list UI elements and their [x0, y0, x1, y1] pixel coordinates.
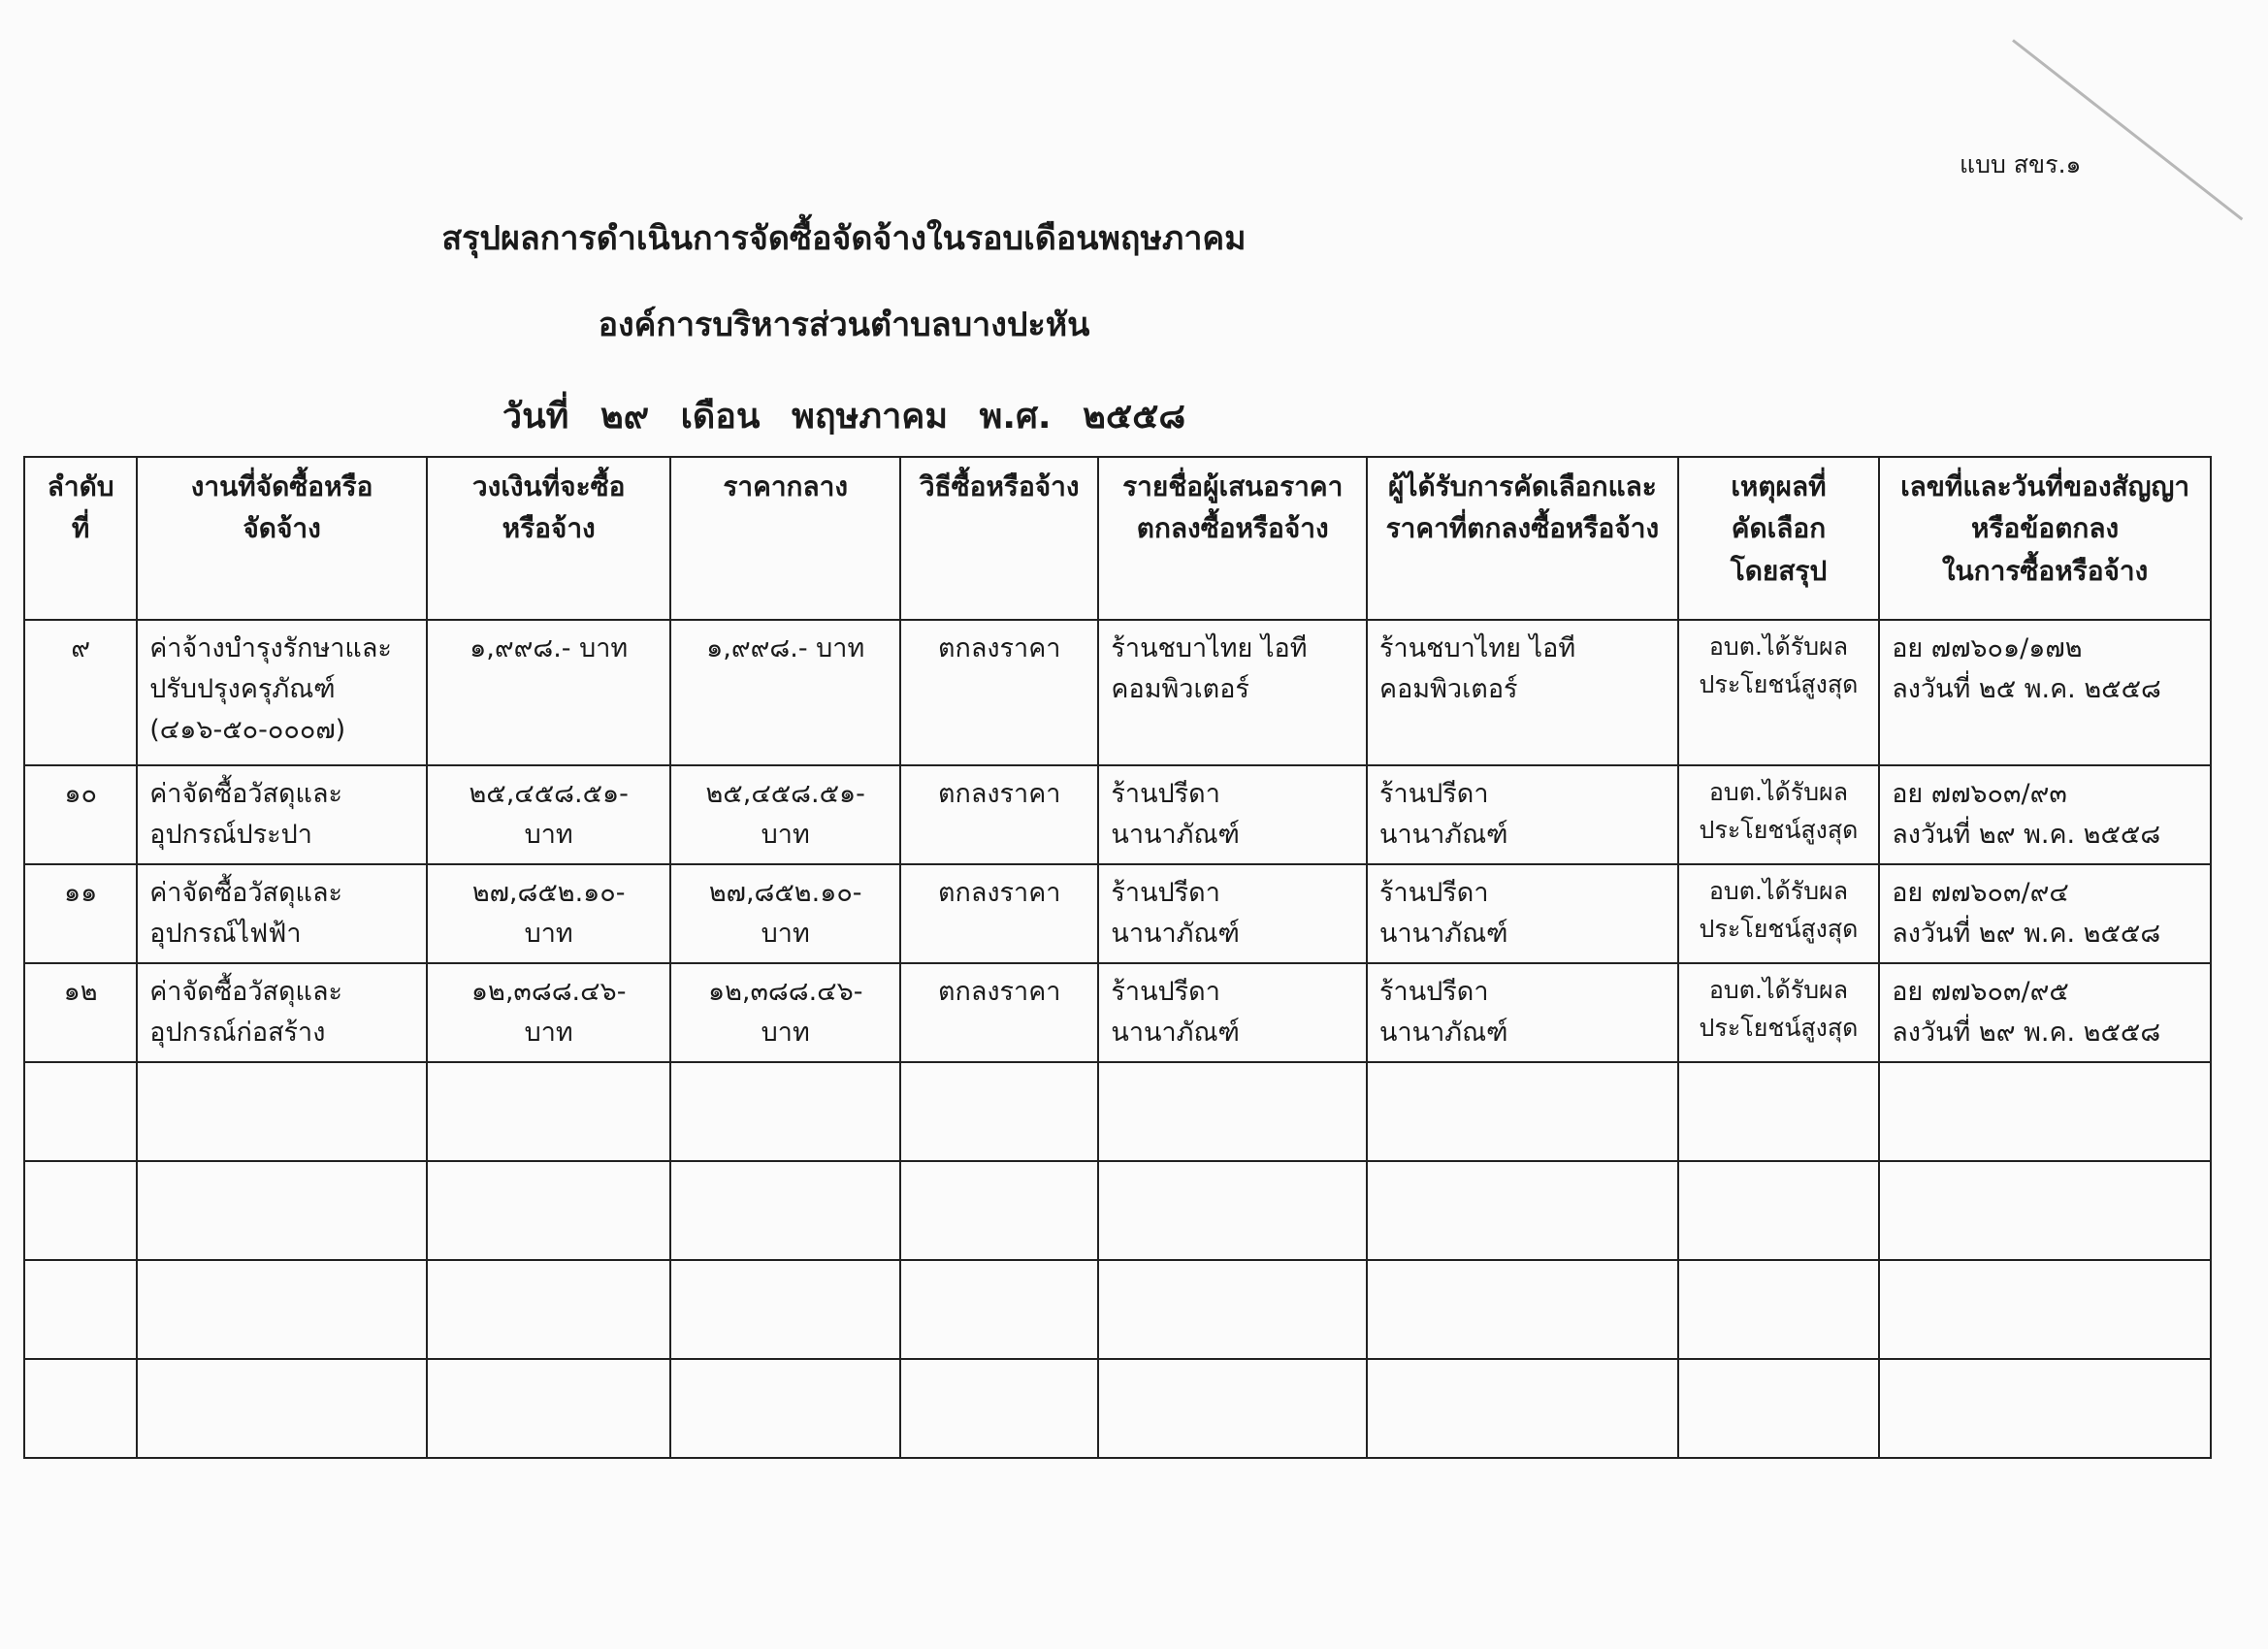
contract-cell: [1879, 620, 2211, 765]
empty-cell: [1098, 1359, 1367, 1458]
empty-cell: [900, 1062, 1098, 1161]
item-cell: [137, 620, 427, 765]
empty-cell: [427, 1062, 671, 1161]
median-cell: [670, 864, 900, 963]
empty-cell: [137, 1062, 427, 1161]
bidder-text: ร้านปรีดา: [1111, 878, 1220, 908]
header-text: จัดจ้าง: [243, 512, 321, 545]
empty-cell: [427, 1359, 671, 1458]
header-order: [24, 457, 137, 620]
contract-cell: [1879, 864, 2211, 963]
header-text: วิธีซื้อหรือจ้าง: [919, 470, 1080, 502]
item-text: ค่าจ้างบำรุงรักษาและ: [149, 633, 392, 663]
empty-cell: [1367, 1359, 1678, 1458]
reason-text: ประโยชน์สูงสุด: [1699, 914, 1859, 943]
header-text: เหตุผลที่: [1731, 470, 1827, 502]
median-text: บาท: [761, 819, 810, 850]
bidder-text: นานาภัณฑ์: [1111, 918, 1240, 949]
empty-cell: [670, 1260, 900, 1359]
document-date: [0, 388, 1688, 443]
empty-row: [24, 1260, 2211, 1359]
method-cell: ตกลงราคา: [900, 864, 1098, 963]
row-number: ๑๑: [24, 864, 137, 963]
method-cell: ตกลงราคา: [900, 963, 1098, 1062]
empty-cell: [670, 1359, 900, 1458]
reason-text: ประโยชน์สูงสุด: [1699, 669, 1859, 698]
empty-cell: [1678, 1359, 1879, 1458]
empty-cell: [1098, 1161, 1367, 1260]
item-text: อุปกรณ์ไฟฟ้า: [149, 918, 302, 949]
empty-cell: [900, 1260, 1098, 1359]
reason-cell: [1678, 864, 1879, 963]
paper-crease-mark: [2012, 39, 2243, 220]
bidder-text: คอมพิวเตอร์: [1111, 673, 1249, 704]
median-text: บาท: [761, 918, 810, 949]
winner-text: ร้านปรีดา: [1379, 977, 1489, 1007]
budget-cell: [427, 963, 671, 1062]
reason-text: อบต.ได้รับผล: [1708, 778, 1849, 806]
contract-cell: [1879, 963, 2211, 1062]
median-cell: [670, 765, 900, 864]
row-number: ๑๒: [24, 963, 137, 1062]
header-winner: [1367, 457, 1678, 620]
empty-cell: [1367, 1260, 1678, 1359]
header-contract: [1879, 457, 2211, 620]
empty-cell: [427, 1260, 671, 1359]
item-cell: [137, 765, 427, 864]
bidder-text: ร้านปรีดา: [1111, 779, 1220, 809]
median-cell: [670, 620, 900, 765]
header-text: วงเงินที่จะซื้อ: [471, 470, 626, 502]
empty-cell: [1367, 1062, 1678, 1161]
empty-cell: [427, 1161, 671, 1260]
budget-text: ๑๒,๓๘๘.๔๖-: [470, 977, 627, 1007]
reason-text: อบต.ได้รับผล: [1708, 877, 1849, 905]
reason-cell: [1678, 765, 1879, 864]
contract-text: อย ๗๗๖๐๓/๙๕: [1892, 977, 2069, 1007]
budget-text: ๒๕,๔๕๘.๕๑-: [469, 779, 629, 809]
empty-row: [24, 1062, 2211, 1161]
median-text: ๒๕,๔๕๘.๕๑-: [705, 779, 865, 809]
month-value: พฤษภาคม: [792, 397, 949, 436]
contract-text: อย ๗๗๖๐๑/๑๗๒: [1892, 633, 2083, 663]
empty-cell: [1879, 1062, 2211, 1161]
winner-text: นานาภัณฑ์: [1379, 918, 1508, 949]
budget-text: ๑,๙๙๘.- บาท: [470, 633, 629, 663]
header-text: เลขที่และวันที่ของสัญญา: [1900, 470, 2190, 502]
item-cell: [137, 963, 427, 1062]
row-number: ๙: [24, 620, 137, 765]
empty-cell: [1879, 1260, 2211, 1359]
empty-cell: [24, 1161, 137, 1260]
contract-text: ลงวันที่ ๒๙ พ.ค. ๒๕๕๘: [1892, 819, 2161, 850]
item-text: ค่าจัดซื้อวัสดุและ: [149, 977, 342, 1007]
year-value: ๒๕๕๘: [1083, 397, 1186, 436]
median-cell: [670, 963, 900, 1062]
empty-cell: [1678, 1161, 1879, 1260]
empty-cell: [1367, 1161, 1678, 1260]
header-text: คัดเลือก: [1731, 512, 1827, 545]
table-header-row: [24, 457, 2211, 620]
winner-cell: [1367, 620, 1678, 765]
bidder-text: นานาภัณฑ์: [1111, 819, 1240, 850]
day-value: ๒๙: [599, 397, 650, 436]
bidders-cell: [1098, 963, 1367, 1062]
empty-cell: [1098, 1260, 1367, 1359]
budget-text: บาท: [524, 918, 573, 949]
organization-name: องค์การบริหารส่วนตำบลบางปะหัน: [598, 306, 1090, 344]
empty-cell: [24, 1260, 137, 1359]
header-bidders: [1098, 457, 1367, 620]
budget-cell: [427, 864, 671, 963]
reason-cell: [1678, 620, 1879, 765]
item-text: อุปกรณ์ประปา: [149, 819, 312, 850]
document-title: สรุปผลการดำเนินการจัดซื้อจัดจ้างในรอบเดือนพฤษภาคม: [441, 219, 1247, 258]
empty-cell: [1879, 1359, 2211, 1458]
header-text: ลำดับ: [47, 470, 114, 502]
header-text: ผู้ได้รับการคัดเลือกและ: [1387, 470, 1657, 502]
bidders-cell: [1098, 864, 1367, 963]
header-reason: [1678, 457, 1879, 620]
method-cell: ตกลงราคา: [900, 765, 1098, 864]
empty-row: [24, 1161, 2211, 1260]
form-code: แบบ สขร.๑: [1960, 150, 2082, 178]
empty-cell: [670, 1062, 900, 1161]
contract-text: ลงวันที่ ๒๙ พ.ค. ๒๕๕๘: [1892, 1017, 2161, 1048]
item-text: ค่าจัดซื้อวัสดุและ: [149, 779, 342, 809]
header-median-price: [670, 457, 900, 620]
header-text: ราคากลาง: [723, 470, 849, 502]
winner-text: ร้านชบาไทย ไอที: [1379, 633, 1576, 663]
empty-cell: [24, 1062, 137, 1161]
empty-cell: [1879, 1161, 2211, 1260]
empty-row: [24, 1359, 2211, 1458]
procurement-table: [23, 456, 2212, 1459]
header-text: งานที่จัดซื้อหรือ: [190, 470, 373, 502]
empty-cell: [1678, 1260, 1879, 1359]
contract-text: อย ๗๗๖๐๓/๙๔: [1892, 878, 2069, 908]
header-text: หรือจ้าง: [502, 512, 596, 545]
empty-cell: [137, 1161, 427, 1260]
table-row: [24, 620, 2211, 765]
empty-cell: [1098, 1062, 1367, 1161]
bidder-text: ร้านชบาไทย ไอที: [1111, 633, 1308, 663]
table-row: [24, 765, 2211, 864]
header-text: โดยสรุป: [1730, 554, 1828, 587]
table-row: [24, 864, 2211, 963]
header-text: ที่: [71, 512, 90, 545]
reason-text: อบต.ได้รับผล: [1708, 976, 1849, 1004]
item-text: อุปกรณ์ก่อสร้าง: [149, 1017, 326, 1048]
reason-cell: [1678, 963, 1879, 1062]
header-method: [900, 457, 1098, 620]
empty-cell: [900, 1161, 1098, 1260]
header-text: รายชื่อผู้เสนอราคา: [1122, 470, 1344, 502]
contract-text: อย ๗๗๖๐๓/๙๓: [1892, 779, 2067, 809]
budget-text: ๒๗,๘๕๒.๑๐-: [471, 878, 626, 908]
empty-cell: [900, 1359, 1098, 1458]
year-label: พ.ศ.: [979, 397, 1052, 436]
contract-cell: [1879, 765, 2211, 864]
bidders-cell: [1098, 765, 1367, 864]
empty-cell: [670, 1161, 900, 1260]
header-text: หรือข้อตกลง: [1970, 512, 2120, 545]
winner-cell: [1367, 864, 1678, 963]
item-text: ปรับปรุงครุภัณฑ์: [149, 673, 336, 704]
header-text: ตกลงซื้อหรือจ้าง: [1136, 512, 1329, 545]
header-budget: [427, 457, 671, 620]
item-text: (๔๑๖-๕๐-๐๐๐๗): [149, 714, 346, 745]
day-label: วันที่: [502, 397, 569, 436]
item-text: ค่าจัดซื้อวัสดุและ: [149, 878, 342, 908]
header-item: [137, 457, 427, 620]
empty-cell: [137, 1260, 427, 1359]
empty-cell: [137, 1359, 427, 1458]
winner-text: ร้านปรีดา: [1379, 779, 1489, 809]
item-cell: [137, 864, 427, 963]
median-text: ๑,๙๙๘.- บาท: [706, 633, 865, 663]
reason-text: ประโยชน์สูงสุด: [1699, 815, 1859, 844]
bidder-text: นานาภัณฑ์: [1111, 1017, 1240, 1048]
budget-text: บาท: [524, 1017, 573, 1048]
median-text: บาท: [761, 1017, 810, 1048]
winner-cell: [1367, 963, 1678, 1062]
budget-cell: [427, 765, 671, 864]
header-text: ราคาที่ตกลงซื้อหรือจ้าง: [1385, 512, 1660, 545]
reason-text: ประโยชน์สูงสุด: [1699, 1013, 1859, 1042]
bidders-cell: [1098, 620, 1367, 765]
reason-text: อบต.ได้รับผล: [1708, 632, 1849, 661]
month-label: เดือน: [680, 397, 761, 436]
budget-cell: [427, 620, 671, 765]
empty-cell: [24, 1359, 137, 1458]
contract-text: ลงวันที่ ๒๙ พ.ค. ๒๕๕๘: [1892, 918, 2161, 949]
winner-text: นานาภัณฑ์: [1379, 1017, 1508, 1048]
bidder-text: ร้านปรีดา: [1111, 977, 1220, 1007]
row-number: ๑๐: [24, 765, 137, 864]
median-text: ๒๗,๘๕๒.๑๐-: [708, 878, 862, 908]
table-row: [24, 963, 2211, 1062]
budget-text: บาท: [524, 819, 573, 850]
winner-cell: [1367, 765, 1678, 864]
method-cell: ตกลงราคา: [900, 620, 1098, 765]
contract-text: ลงวันที่ ๒๕ พ.ค. ๒๕๕๘: [1892, 673, 2161, 704]
empty-cell: [1678, 1062, 1879, 1161]
winner-text: คอมพิวเตอร์: [1379, 673, 1518, 704]
median-text: ๑๒,๓๘๘.๔๖-: [707, 977, 863, 1007]
winner-text: ร้านปรีดา: [1379, 878, 1489, 908]
winner-text: นานาภัณฑ์: [1379, 819, 1508, 850]
header-text: ในการซื้อหรือจ้าง: [1941, 554, 2149, 587]
